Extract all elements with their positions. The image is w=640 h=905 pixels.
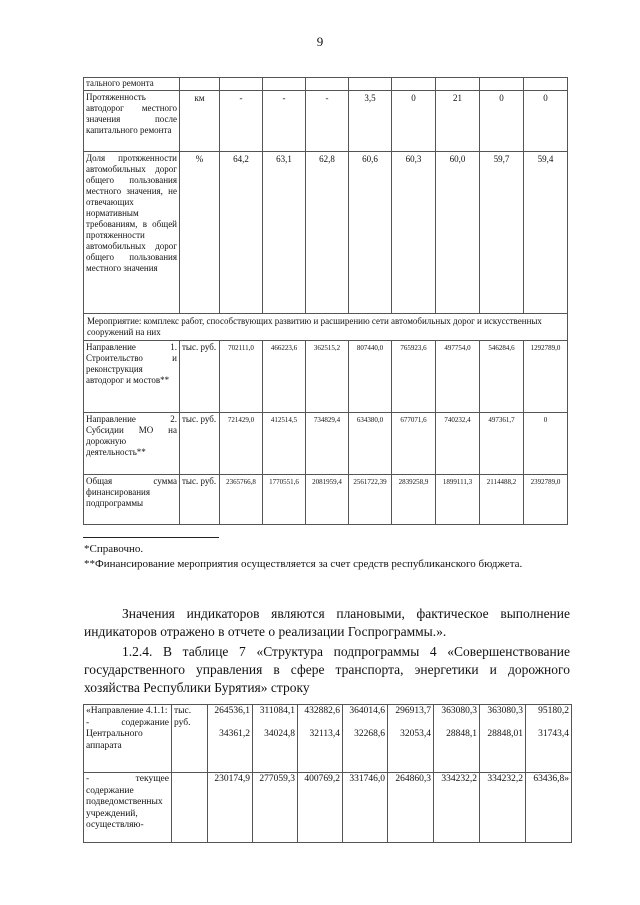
cell — [392, 78, 436, 91]
value-cell: 546284,6 — [480, 341, 524, 413]
value-cell: 334232,2 — [480, 773, 526, 843]
cell — [220, 78, 263, 91]
paragraph-indicators: Значения индикаторов являются плановыми, фактическое выполнение индикаторов отражено в отчете о реализации Госпрограммы.». — [84, 606, 570, 639]
structure-table — [83, 704, 572, 843]
value-cell: 765923,6 — [392, 341, 436, 413]
cell — [263, 78, 306, 91]
value-cell: 230174,9 — [208, 773, 253, 843]
cell — [480, 78, 524, 91]
footnote-2: **Финансирование мероприятия осуществляется за счет средств республиканского бюджета. — [84, 558, 523, 570]
unit-cell: км — [180, 91, 220, 152]
value-cell: 497361,7 — [480, 413, 524, 475]
cell — [306, 78, 349, 91]
value-cell: 64,2 — [220, 152, 263, 314]
value-cell: 63,1 — [263, 152, 306, 314]
value-cell: 2114488,2 — [480, 475, 524, 525]
value-cell: 466223,6 — [263, 341, 306, 413]
value-cell: 63436,8» — [526, 773, 572, 843]
value-cell: 0 — [480, 91, 524, 152]
unit-cell: тыс. руб. — [180, 341, 220, 413]
value-cell: 59,4 — [524, 152, 568, 314]
row-label: Направление 1. Строительство и реконструкция автодорог и мостов** — [84, 341, 180, 413]
footnote-1: *Справочно. — [84, 543, 144, 555]
row-label: тального ремонта — [84, 78, 180, 91]
value-cell: 364014,6 32268,6 — [343, 705, 388, 773]
value-cell: 432882,6 32113,4 — [298, 705, 343, 773]
table-row — [84, 773, 572, 843]
unit-cell: тыс. руб. — [180, 475, 220, 525]
value-cell: 2081959,4 — [306, 475, 349, 525]
value-cell: 2561722,39 — [349, 475, 392, 525]
cell — [436, 78, 480, 91]
value-cell: - — [306, 91, 349, 152]
value-cell: 2839258,9 — [392, 475, 436, 525]
footnote-divider — [83, 537, 219, 538]
value-cell: 740232,4 — [436, 413, 480, 475]
table-row — [84, 413, 568, 475]
value-cell: 264860,3 — [388, 773, 434, 843]
table-row — [84, 341, 568, 413]
value-cell: 1770551,6 — [263, 475, 306, 525]
value-cell: 62,8 — [306, 152, 349, 314]
value-cell: 311084,1 34024,8 — [253, 705, 298, 773]
table-row — [84, 78, 568, 91]
value-cell: 634380,0 — [349, 413, 392, 475]
value-cell: 296913,7 32053,4 — [388, 705, 434, 773]
row-label: Протяженность автодорог местного значения после капитального ремонта — [84, 91, 180, 152]
unit-cell: % — [180, 152, 220, 314]
value-cell: 264536,1 34361,2 — [208, 705, 253, 773]
value-cell: - — [220, 91, 263, 152]
cell — [349, 78, 392, 91]
row-label-a: «Направление 4.1.1: — [86, 706, 168, 716]
value-cell: 2392789,0 — [524, 475, 568, 525]
table-row — [84, 91, 568, 152]
value-cell: 363080,3 28848,01 — [480, 705, 526, 773]
table-row — [84, 705, 572, 773]
value-cell: 277059,3 — [253, 773, 298, 843]
value-cell: 734829,4 — [306, 413, 349, 475]
value-cell: 702111,0 — [220, 341, 263, 413]
value-cell: 721429,0 — [220, 413, 263, 475]
value-cell: 1292789,0 — [524, 341, 568, 413]
unit-cell — [180, 78, 220, 91]
value-cell: 2365766,8 — [220, 475, 263, 525]
row-label: - текущее содержание подведомственных учреждений, осуществляю- — [84, 773, 172, 843]
value-cell: 497754,0 — [436, 341, 480, 413]
indicator-table — [83, 77, 568, 525]
row-label — [84, 705, 172, 773]
row-label: Доля протяженности автомобильных дорог общего пользования местного значения, не отвечающих нормативным требованиям, в общей протяженности автомобильных дорог общего пользования местного значения — [84, 152, 180, 314]
value-cell: 412514,5 — [263, 413, 306, 475]
unit-cell: тыс. руб. — [180, 413, 220, 475]
value-cell: 0 — [392, 91, 436, 152]
row-label-b: - содержание Центрального аппарата — [86, 717, 169, 751]
value-cell: 3,5 — [349, 91, 392, 152]
paragraph-amendment: 1.2.4. В таблице 7 «Структура подпрограммы 4 «Совершенствование государственного управления в сфере транспорта, энергетики и дорожного хозяйства Республики Бурятия» строку — [84, 644, 570, 695]
value-cell: 60,6 — [349, 152, 392, 314]
value-cell: 362515,2 — [306, 341, 349, 413]
value-cell: 1899111,3 — [436, 475, 480, 525]
value-cell: 400769,2 — [298, 773, 343, 843]
value-cell: 331746,0 — [343, 773, 388, 843]
page-number: 9 — [316, 34, 324, 49]
value-cell: - — [263, 91, 306, 152]
unit-cell — [172, 773, 208, 843]
cell — [524, 78, 568, 91]
table-row — [84, 152, 568, 314]
value-cell: 0 — [524, 413, 568, 475]
value-cell: 334232,2 — [434, 773, 480, 843]
value-cell: 363080,3 28848,1 — [434, 705, 480, 773]
value-cell: 677071,6 — [392, 413, 436, 475]
event-row: Мероприятие: комплекс работ, способствующих развитию и расширению сети автомобильных дорог и искусственных сооружений на них — [84, 314, 568, 341]
value-cell: 95180,2 31743,4 — [526, 705, 572, 773]
value-cell: 59,7 — [480, 152, 524, 314]
unit-cell: тыс. руб. — [172, 705, 208, 773]
value-cell: 807440,0 — [349, 341, 392, 413]
row-label: Общая сумма финансирования подпрограммы — [84, 475, 180, 525]
table-row — [84, 475, 568, 525]
value-cell: 21 — [436, 91, 480, 152]
table-row — [84, 314, 568, 341]
value-cell: 60,0 — [436, 152, 480, 314]
value-cell: 0 — [524, 91, 568, 152]
value-cell: 60,3 — [392, 152, 436, 314]
row-label: Направление 2. Субсидии МО на дорожную деятельность** — [84, 413, 180, 475]
